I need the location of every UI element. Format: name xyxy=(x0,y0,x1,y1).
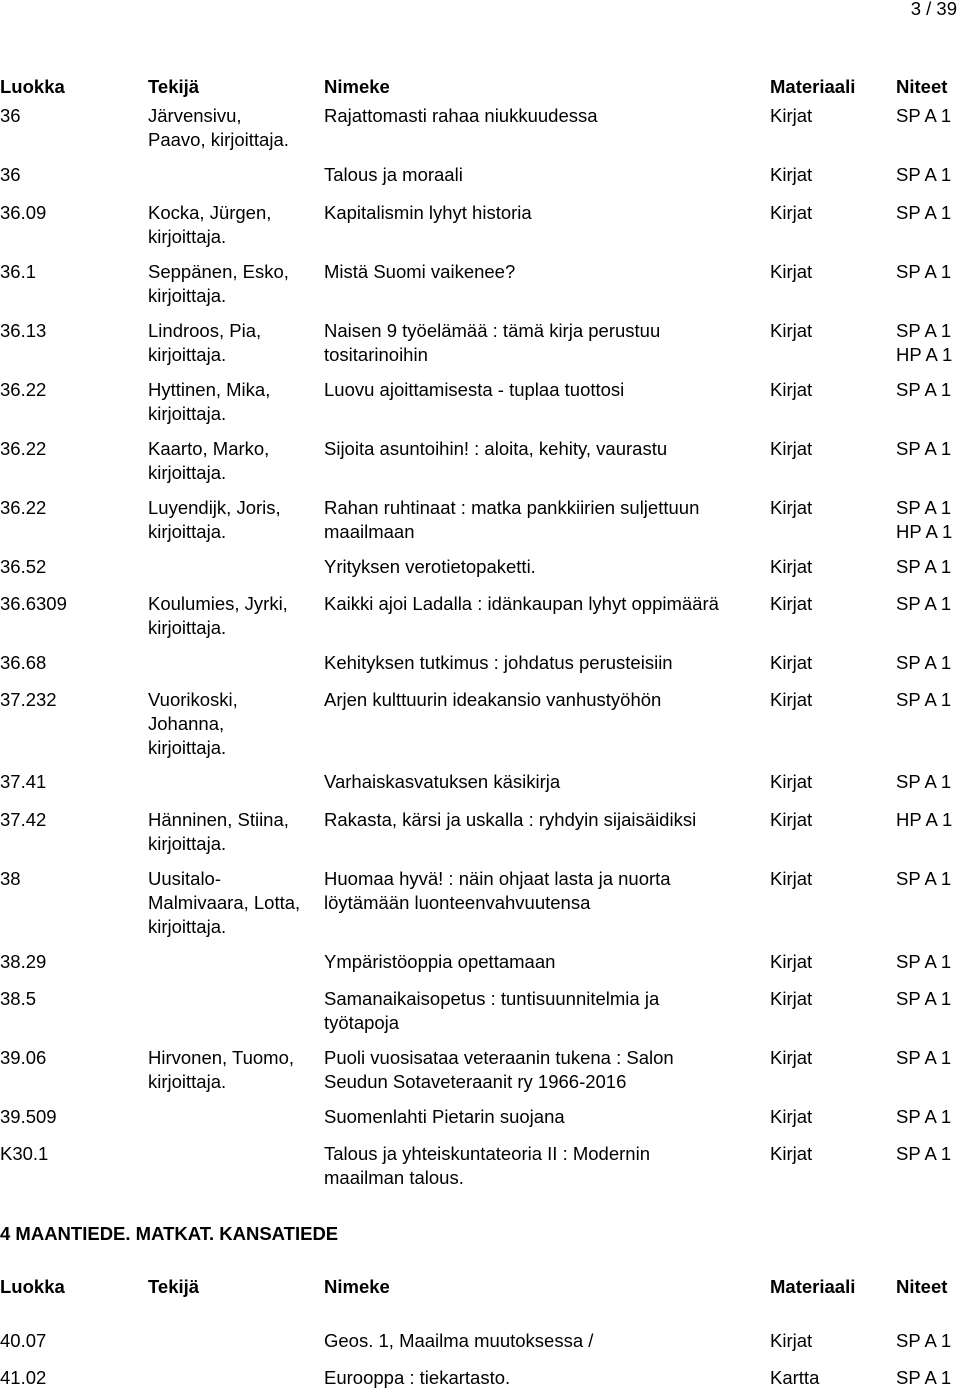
cell-tekija-line: Järvensivu, xyxy=(148,105,242,126)
cell-niteet-line: SP A 1 xyxy=(896,988,952,1009)
cell-tekija-line: kirjoittaja. xyxy=(148,403,227,424)
cell-nimeke-line: Ympäristöoppia opettamaan xyxy=(324,951,556,972)
cell-tekija xyxy=(148,104,289,152)
cell-materiaali: Kirjat xyxy=(770,1330,813,1351)
cell-niteet-line: SP A 1 xyxy=(896,1106,952,1127)
cell-tekija-line: kirjoittaja. xyxy=(148,1071,227,1092)
cell-niteet xyxy=(896,1105,951,1129)
cell-tekija-line: Malmivaara, Lotta, xyxy=(148,892,301,913)
cell-niteet xyxy=(896,808,952,832)
cell-niteet xyxy=(896,104,951,128)
cell-nimeke xyxy=(324,555,536,579)
cell-materiaali: Kirjat xyxy=(770,164,813,185)
cell-niteet xyxy=(896,950,951,974)
cell-nimeke xyxy=(324,1142,650,1190)
cell-niteet-line: SP A 1 xyxy=(896,689,952,710)
cell-tekija-line: kirjoittaja. xyxy=(148,737,227,758)
cell-nimeke xyxy=(324,808,696,832)
cell-luokka: 41.02 xyxy=(0,1367,47,1388)
cell-materiaali: Kirjat xyxy=(770,105,813,126)
cell-nimeke xyxy=(324,651,673,675)
cell-nimeke xyxy=(324,201,532,225)
cell-tekija xyxy=(148,319,261,367)
cell-niteet-line: SP A 1 xyxy=(896,379,952,400)
cell-niteet xyxy=(896,592,951,616)
cell-luokka: K30.1 xyxy=(0,1143,49,1164)
cell-materiaali: Kirjat xyxy=(770,689,813,710)
cell-materiaali: Kirjat xyxy=(770,951,813,972)
cell-materiaali: Kirjat xyxy=(770,497,813,518)
cell-luokka: 40.07 xyxy=(0,1330,47,1351)
cell-niteet-line: SP A 1 xyxy=(896,261,952,282)
cell-niteet-line: SP A 1 xyxy=(896,1367,952,1388)
cell-materiaali: Kirjat xyxy=(770,809,813,830)
cell-nimeke-line: Geos. 1, Maailma muutoksessa / xyxy=(324,1330,594,1351)
cell-materiaali: Kirjat xyxy=(770,652,813,673)
cell-materiaali: Kirjat xyxy=(770,261,813,282)
cell-nimeke xyxy=(324,496,699,544)
cell-niteet-line: HP A 1 xyxy=(896,809,953,830)
cell-niteet-line: SP A 1 xyxy=(896,556,952,577)
cell-niteet-line: SP A 1 xyxy=(896,320,952,341)
cell-luokka: 36.22 xyxy=(0,497,47,518)
header-niteet-2: Niteet xyxy=(896,1276,948,1297)
cell-materiaali: Kirjat xyxy=(770,556,813,577)
cell-materiaali: Kirjat xyxy=(770,771,813,792)
header-tekija-2: Tekijä xyxy=(148,1276,200,1297)
cell-tekija xyxy=(148,688,238,760)
cell-niteet-line: SP A 1 xyxy=(896,652,952,673)
cell-tekija-line: Lindroos, Pia, xyxy=(148,320,262,341)
cell-materiaali: Kirjat xyxy=(770,438,813,459)
cell-nimeke-line: Talous ja moraali xyxy=(324,164,463,185)
cell-niteet xyxy=(896,260,951,284)
cell-niteet xyxy=(896,770,951,794)
cell-nimeke-line: Luovu ajoittamisesta - tuplaa tuottosi xyxy=(324,379,625,400)
cell-nimeke xyxy=(324,260,515,284)
cell-nimeke xyxy=(324,104,598,128)
cell-luokka: 37.232 xyxy=(0,689,57,710)
header-luokka-2: Luokka xyxy=(0,1276,65,1297)
cell-tekija xyxy=(148,437,269,485)
cell-nimeke-line: Mistä Suomi vaikenee? xyxy=(324,261,516,282)
cell-luokka: 39.06 xyxy=(0,1047,47,1068)
cell-tekija-line: Luyendijk, Joris, xyxy=(148,497,281,518)
cell-nimeke-line: Eurooppa : tiekartasto. xyxy=(324,1367,511,1388)
cell-nimeke-line: löytämään luonteenvahvuutensa xyxy=(324,892,591,913)
cell-niteet xyxy=(896,1142,951,1166)
cell-niteet xyxy=(896,201,951,225)
cell-nimeke-line: Suomenlahti Pietarin suojana xyxy=(324,1106,565,1127)
cell-nimeke xyxy=(324,1329,593,1353)
cell-niteet xyxy=(896,555,951,579)
cell-tekija xyxy=(148,378,270,426)
cell-niteet-line: SP A 1 xyxy=(896,497,952,518)
cell-nimeke xyxy=(324,1046,674,1094)
cell-niteet xyxy=(896,867,951,891)
cell-nimeke-line: työtapoja xyxy=(324,1012,400,1033)
cell-niteet-line: SP A 1 xyxy=(896,1047,952,1068)
cell-tekija-line: kirjoittaja. xyxy=(148,344,227,365)
cell-nimeke xyxy=(324,592,719,616)
cell-nimeke xyxy=(324,867,671,915)
cell-luokka: 36.22 xyxy=(0,438,47,459)
cell-niteet-line: SP A 1 xyxy=(896,1330,952,1351)
cell-materiaali: Kirjat xyxy=(770,1143,813,1164)
cell-luokka: 38 xyxy=(0,868,21,889)
cell-nimeke xyxy=(324,987,659,1035)
cell-nimeke-line: maailman talous. xyxy=(324,1167,464,1188)
cell-materiaali: Kirjat xyxy=(770,593,813,614)
cell-niteet xyxy=(896,987,951,1011)
page-number: 3 / 39 xyxy=(910,0,957,19)
cell-nimeke xyxy=(324,688,661,712)
cell-niteet xyxy=(896,1046,951,1070)
cell-nimeke xyxy=(324,163,463,187)
cell-niteet xyxy=(896,496,952,544)
cell-niteet-line: HP A 1 xyxy=(896,521,953,542)
cell-tekija xyxy=(148,260,289,308)
cell-nimeke-line: Samanaikaisopetus : tuntisuunnitelmia ja xyxy=(324,988,660,1009)
cell-niteet xyxy=(896,688,951,712)
header-materiaali: Materiaali xyxy=(770,76,856,97)
cell-nimeke-line: Sijoita asuntoihin! : aloita, kehity, vaurastu xyxy=(324,438,668,459)
cell-luokka: 36.22 xyxy=(0,379,47,400)
cell-tekija-line: kirjoittaja. xyxy=(148,285,227,306)
cell-niteet-line: SP A 1 xyxy=(896,1143,952,1164)
cell-tekija-line: kirjoittaja. xyxy=(148,521,227,542)
cell-tekija-line: Koulumies, Jyrki, xyxy=(148,593,288,614)
section-title: 4 MAANTIEDE. MATKAT. KANSATIEDE xyxy=(0,1223,339,1244)
cell-nimeke xyxy=(324,1366,510,1390)
cell-niteet xyxy=(896,163,951,187)
cell-tekija-line: kirjoittaja. xyxy=(148,226,227,247)
cell-niteet-line: HP A 1 xyxy=(896,344,953,365)
cell-materiaali: Kirjat xyxy=(770,379,813,400)
cell-niteet xyxy=(896,378,951,402)
cell-tekija xyxy=(148,201,271,249)
cell-luokka: 36 xyxy=(0,164,21,185)
cell-tekija-line: kirjoittaja. xyxy=(148,833,227,854)
cell-niteet-line: SP A 1 xyxy=(896,951,952,972)
cell-materiaali: Kartta xyxy=(770,1367,820,1388)
cell-niteet-line: SP A 1 xyxy=(896,868,952,889)
cell-materiaali: Kirjat xyxy=(770,868,813,889)
cell-tekija-line: Uusitalo- xyxy=(148,868,221,889)
cell-luokka: 36.1 xyxy=(0,261,37,282)
cell-niteet-line: SP A 1 xyxy=(896,105,952,126)
cell-nimeke xyxy=(324,319,660,367)
cell-nimeke-line: Yrityksen verotietopaketti. xyxy=(324,556,536,577)
cell-tekija-line: kirjoittaja. xyxy=(148,617,227,638)
header-niteet: Niteet xyxy=(896,76,948,97)
cell-luokka: 36.09 xyxy=(0,202,47,223)
cell-luokka: 38.29 xyxy=(0,951,47,972)
cell-niteet xyxy=(896,1366,951,1390)
cell-niteet-line: SP A 1 xyxy=(896,771,952,792)
cell-tekija-line: Hirvonen, Tuomo, xyxy=(148,1047,295,1068)
cell-nimeke xyxy=(324,437,667,461)
cell-nimeke-line: Kapitalismin lyhyt historia xyxy=(324,202,532,223)
cell-nimeke-line: Kaikki ajoi Ladalla : idänkaupan lyhyt oppimäärä xyxy=(324,593,719,614)
cell-tekija-line: kirjoittaja. xyxy=(148,916,227,937)
cell-luokka: 38.5 xyxy=(0,988,37,1009)
cell-nimeke-line: maailmaan xyxy=(324,521,415,542)
cell-luokka: 36 xyxy=(0,105,21,126)
cell-tekija-line: Seppänen, Esko, xyxy=(148,261,289,282)
cell-materiaali: Kirjat xyxy=(770,1106,813,1127)
header-materiaali-2: Materiaali xyxy=(770,1276,856,1297)
cell-luokka: 36.68 xyxy=(0,652,47,673)
cell-tekija-line: Hänninen, Stiina, xyxy=(148,809,289,830)
cell-tekija-line: Kocka, Jürgen, xyxy=(148,202,272,223)
cell-niteet xyxy=(896,437,951,461)
cell-luokka: 37.42 xyxy=(0,809,47,830)
cell-luokka: 37.41 xyxy=(0,771,47,792)
cell-nimeke-line: Talous ja yhteiskuntateoria II : Modernin xyxy=(324,1143,650,1164)
cell-niteet-line: SP A 1 xyxy=(896,438,952,459)
cell-tekija xyxy=(148,808,289,856)
cell-tekija-line: kirjoittaja. xyxy=(148,462,227,483)
cell-tekija-line: Johanna, xyxy=(148,713,225,734)
cell-niteet-line: SP A 1 xyxy=(896,593,952,614)
cell-tekija-line: Vuorikoski, xyxy=(148,689,238,710)
cell-materiaali: Kirjat xyxy=(770,988,813,1009)
cell-tekija-line: Paavo, kirjoittaja. xyxy=(148,129,289,150)
cell-luokka: 36.52 xyxy=(0,556,47,577)
cell-nimeke-line: Seudun Sotaveteraanit ry 1966-2016 xyxy=(324,1071,627,1092)
cell-nimeke-line: Puoli vuosisataa veteraanin tukena : Salon xyxy=(324,1047,674,1068)
cell-tekija xyxy=(148,867,300,939)
cell-niteet xyxy=(896,319,952,367)
cell-niteet-line: SP A 1 xyxy=(896,202,952,223)
cell-nimeke-line: Kehityksen tutkimus : johdatus perusteisiin xyxy=(324,652,673,673)
cell-materiaali: Kirjat xyxy=(770,320,813,341)
cell-nimeke xyxy=(324,1105,565,1129)
cell-tekija-line: Kaarto, Marko, xyxy=(148,438,270,459)
header-nimeke: Nimeke xyxy=(324,76,390,97)
cell-nimeke-line: Arjen kulttuurin ideakansio vanhustyöhön xyxy=(324,689,662,710)
cell-luokka: 39.509 xyxy=(0,1106,57,1127)
cell-tekija xyxy=(148,496,281,544)
cell-nimeke-line: Huomaa hyvä! : näin ohjaat lasta ja nuorta xyxy=(324,868,671,889)
cell-nimeke-line: Varhaiskasvatuksen käsikirja xyxy=(324,771,561,792)
cell-niteet-line: SP A 1 xyxy=(896,164,952,185)
cell-nimeke xyxy=(324,950,555,974)
header-luokka: Luokka xyxy=(0,76,65,97)
cell-nimeke-line: Rajattomasti rahaa niukkuudessa xyxy=(324,105,598,126)
header-tekija: Tekijä xyxy=(148,76,200,97)
cell-niteet xyxy=(896,1329,951,1353)
cell-nimeke xyxy=(324,378,624,402)
cell-luokka: 36.6309 xyxy=(0,593,67,614)
cell-nimeke-line: Rahan ruhtinaat : matka pankkiirien suljettuun xyxy=(324,497,700,518)
cell-nimeke-line: Rakasta, kärsi ja uskalla : ryhdyin sijaisäidiksi xyxy=(324,809,697,830)
cell-luokka: 36.13 xyxy=(0,320,47,341)
cell-nimeke-line: tositarinoihin xyxy=(324,344,428,365)
cell-tekija-line: Hyttinen, Mika, xyxy=(148,379,271,400)
cell-nimeke xyxy=(324,770,560,794)
cell-nimeke-line: Naisen 9 työelämää : tämä kirja perustuu xyxy=(324,320,661,341)
cell-niteet xyxy=(896,651,951,675)
cell-tekija xyxy=(148,1046,294,1094)
cell-materiaali: Kirjat xyxy=(770,1047,813,1068)
cell-materiaali: Kirjat xyxy=(770,202,813,223)
header-nimeke-2: Nimeke xyxy=(324,1276,390,1297)
cell-tekija xyxy=(148,592,288,640)
